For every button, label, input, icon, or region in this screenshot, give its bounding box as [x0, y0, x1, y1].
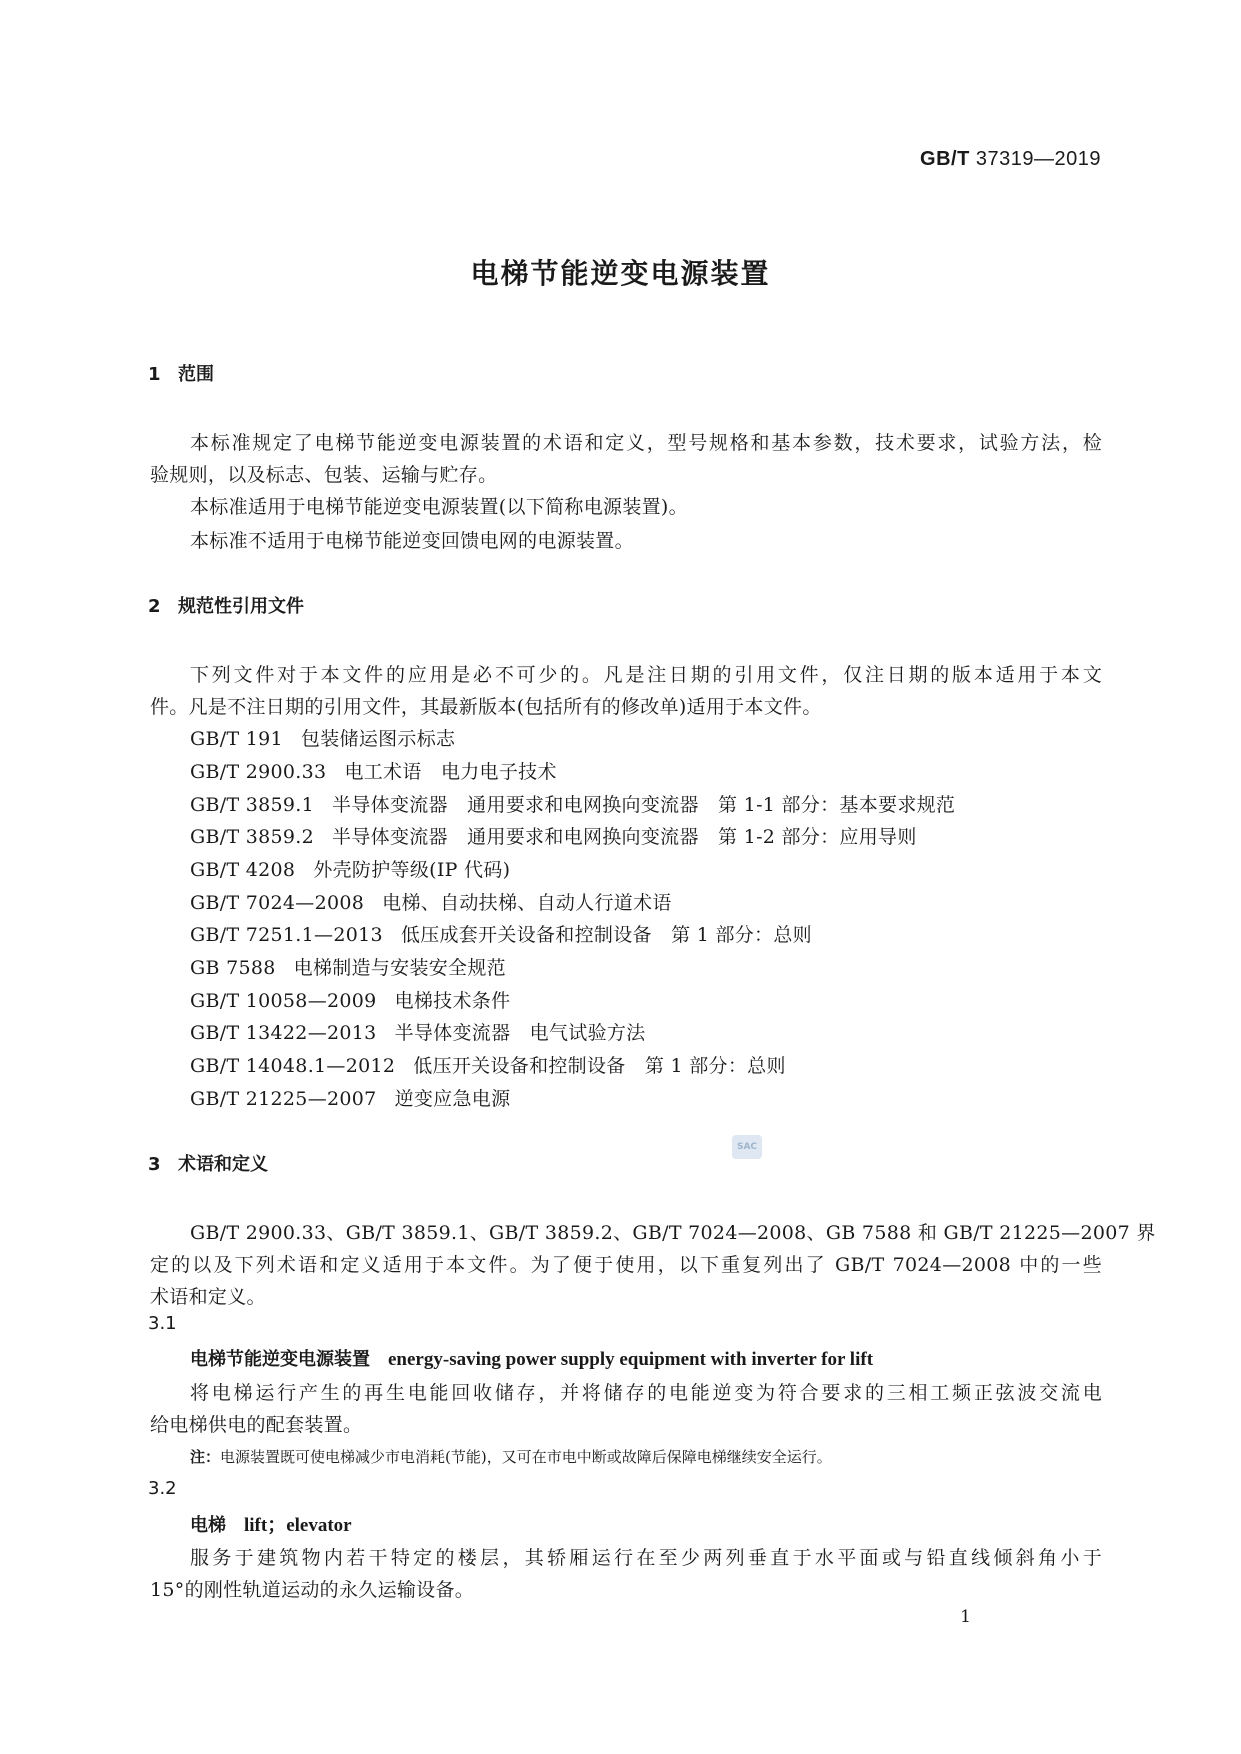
- reference-title: 电梯、自动扶梯、自动人行道术语: [382, 892, 672, 914]
- paragraph-line: 验规则，以及标志、包装、运输与贮存。: [150, 464, 498, 486]
- page-number: 1: [960, 1607, 971, 1627]
- reference-code: GB/T 21225—2007: [190, 1088, 377, 1110]
- definition-line: 给电梯供电的配套装置。: [150, 1414, 363, 1436]
- reference-title: 半导体变流器 通用要求和电网换向变流器 第 1-1 部分：基本要求规范: [332, 794, 956, 816]
- reference-code: GB/T 7251.1—2013: [190, 924, 383, 946]
- reference-item: [190, 724, 455, 751]
- reference-title: 电工术语 电力电子技术: [344, 761, 557, 783]
- note-label: 注：: [190, 1448, 221, 1466]
- reference-item: [190, 1084, 510, 1111]
- reference-title: 半导体变流器 电气试验方法: [394, 1022, 646, 1044]
- standard-code: [920, 148, 1101, 171]
- standard-code-number: 37319—2019: [975, 148, 1101, 170]
- section-2-heading: [148, 592, 304, 618]
- paragraph-line: 术语和定义。: [150, 1286, 266, 1308]
- reference-code: GB/T 2900.33: [190, 761, 327, 783]
- paragraph-line: 定的以及下列术语和定义适用于本文件。为了便于使用，以下重复列出了 GB/T 7024—2008 中的一些: [150, 1254, 1102, 1276]
- section-number: 3: [148, 1154, 161, 1175]
- page-title: 电梯节能逆变电源装置: [470, 257, 771, 290]
- sac-watermark-logo: SAC: [732, 1135, 762, 1159]
- section-3-heading: [148, 1150, 268, 1176]
- section-title: 范围: [178, 364, 214, 385]
- section-1-heading: [148, 360, 214, 386]
- term-heading: [190, 1510, 352, 1537]
- reference-item: [190, 953, 506, 980]
- reference-title: 低压开关设备和控制设备 第 1 部分：总则: [413, 1055, 786, 1077]
- reference-item: [190, 855, 510, 882]
- term-note: [190, 1446, 832, 1467]
- reference-title: 电梯制造与安装安全规范: [293, 957, 506, 979]
- term-english: lift；elevator: [244, 1515, 352, 1536]
- reference-item: [190, 888, 672, 915]
- reference-code: GB/T 191: [190, 728, 283, 750]
- paragraph-line: 本标准适用于电梯节能逆变电源装置(以下简称电源装置)。: [190, 496, 688, 518]
- paragraph-line: GB/T 2900.33、GB/T 3859.1、GB/T 3859.2、GB/T 7024—2008、GB 7588 和 GB/T 21225—2007 界: [190, 1222, 1156, 1244]
- paragraph-line: 本标准规定了电梯节能逆变电源装置的术语和定义，型号规格和基本参数，技术要求，试验方法，检: [190, 432, 1102, 454]
- definition-line: 服务于建筑物内若干特定的楼层，其轿厢运行在至少两列垂直于水平面或与铅直线倾斜角小于: [190, 1547, 1102, 1569]
- reference-code: GB/T 13422—2013: [190, 1022, 377, 1044]
- definition-line: 将电梯运行产生的再生电能回收储存，并将储存的电能逆变为符合要求的三相工频正弦波交流电: [190, 1382, 1102, 1404]
- reference-code: GB/T 7024—2008: [190, 892, 365, 914]
- reference-item: [190, 920, 812, 947]
- note-text: 电源装置既可使电梯减少市电消耗(节能)，又可在市电中断或故障后保障电梯继续安全运行。: [220, 1448, 832, 1466]
- paragraph-line: 件。凡是不注日期的引用文件，其最新版本(包括所有的修改单)适用于本文件。: [150, 696, 822, 718]
- term-chinese: 电梯节能逆变电源装置: [190, 1349, 370, 1370]
- reference-item: [190, 790, 955, 817]
- reference-code: GB/T 14048.1—2012: [190, 1055, 396, 1077]
- reference-item: [190, 757, 557, 784]
- reference-code: GB/T 3859.2: [190, 826, 315, 848]
- paragraph-line: 本标准不适用于电梯节能逆变回馈电网的电源装置。: [190, 530, 634, 552]
- reference-title: 外壳防护等级(IP 代码): [313, 859, 511, 881]
- definition-line: 15°的刚性轨道运动的永久运输设备。: [150, 1579, 475, 1601]
- reference-code: GB/T 10058—2009: [190, 990, 377, 1012]
- reference-title: 半导体变流器 通用要求和电网换向变流器 第 1-2 部分：应用导则: [332, 826, 917, 848]
- term-chinese: 电梯: [190, 1515, 226, 1536]
- standard-code-prefix: GB/T: [920, 148, 970, 170]
- section-title: 规范性引用文件: [178, 596, 304, 617]
- reference-item: [190, 986, 510, 1013]
- section-title: 术语和定义: [178, 1154, 268, 1175]
- reference-title: 低压成套开关设备和控制设备 第 1 部分：总则: [400, 924, 812, 946]
- term-english: energy-saving power supply equipment with inverter for lift: [388, 1349, 874, 1370]
- reference-item: [190, 1051, 786, 1078]
- section-number: 1: [148, 364, 161, 385]
- reference-item: [190, 822, 917, 849]
- reference-item: [190, 1018, 645, 1045]
- section-number: 2: [148, 596, 161, 617]
- reference-title: 逆变应急电源: [394, 1088, 511, 1110]
- reference-title: 电梯技术条件: [394, 990, 511, 1012]
- term-heading: [190, 1345, 873, 1371]
- paragraph-line: 下列文件对于本文件的应用是必不可少的。凡是注日期的引用文件，仅注日期的版本适用于本文: [190, 664, 1102, 686]
- term-number: 3.2: [148, 1478, 177, 1499]
- reference-code: GB 7588: [190, 957, 276, 979]
- term-number: 3.1: [148, 1313, 177, 1334]
- reference-title: 包装储运图示标志: [300, 728, 456, 750]
- reference-code: GB/T 3859.1: [190, 794, 315, 816]
- reference-code: GB/T 4208: [190, 859, 296, 881]
